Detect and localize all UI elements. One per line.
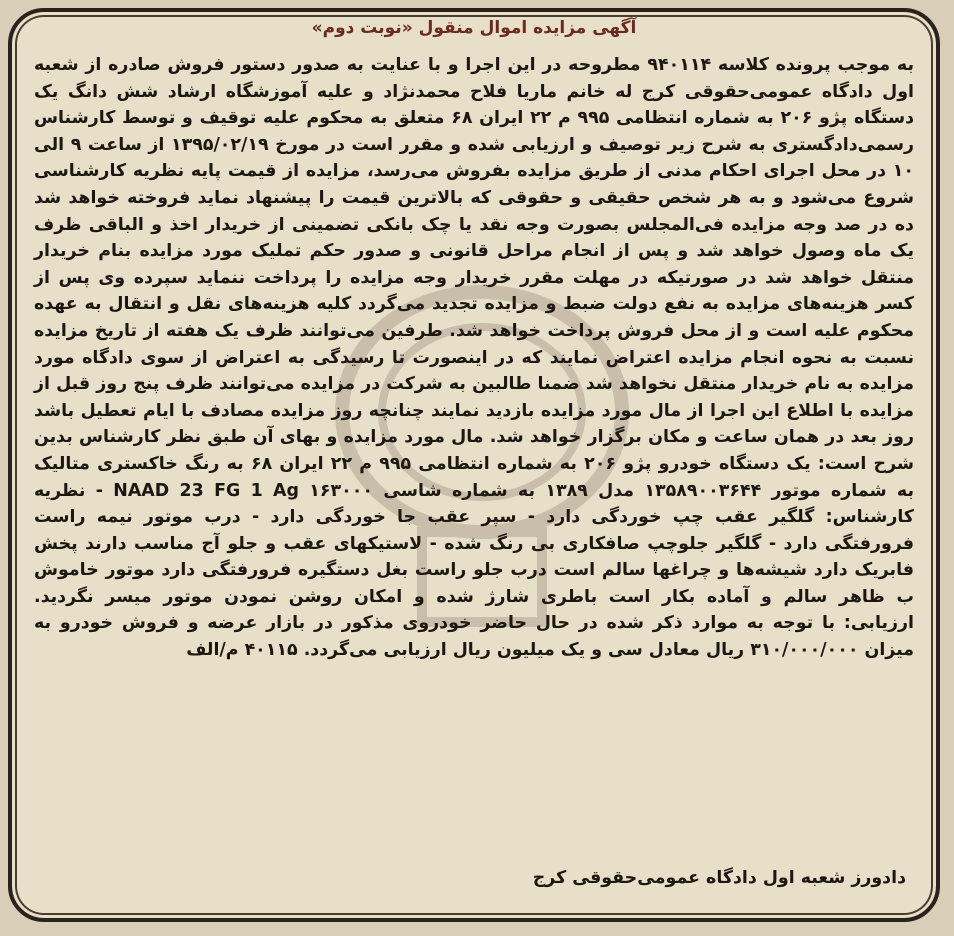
notice-signature: دادورز شعبه اول دادگاه عمومی‌حقوقی کرج (532, 868, 906, 888)
notice-title: آگهی مزایده اموال منقول «نوبت دوم» (311, 18, 637, 38)
notice-appraisal-paragraph: ارزیابی: با توجه به موارد ذکر شده در حال حاضر خودروی مذکور در بازار عرضه و فروش خودرو به میزان ۳۱۰/۰۰۰/۰۰۰ ریال معادل سی و یک میلیون ریال ارزیابی می‌گردد. ۴۰۱۱۵ م/الف (34, 613, 914, 661)
notice-frame (8, 8, 940, 922)
notice-body (34, 52, 914, 664)
notice-main-paragraph: به موجب پرونده کلاسه ۹۴۰۱۱۴ مطروحه در این اجرا و با عنایت به صدور دستور فروش صادره از شعبه اول دادگاه عمومی‌حقوقی کرج له خانم ماریا فلاح محمدنژاد و علیه آموزشگاه ارشاد شش دانگ یک دستگاه پژو ۲۰۶ به شماره انتظامی ۹۹۵ م ۲۲ ایران ۶۸ متعلق به محکوم علیه توقیف و توسط کارشناس رسمی‌دادگستری به شرح زیر توصیف و ارزیابی شده و مقرر است در مورخ ۱۳۹۵/۰۲/۱۹ از ساعت ۹ الی ۱۰ در محل اجرای احکام مدنی از طریق مزایده بفروش می‌رسد، مزایده از قیمت پایه نظریه کارشناسی شروع می‌شود و به هر شخص حقیقی و حقوقی که بالاترین قیمت را پیشنهاد نماید فروخته خواهد شد ده در صد وجه مزایده فی‌المجلس بصورت وجه نقد یا چک بانکی تضمینی از خریدار اخذ و الباقی ظرف یک ماه وصول خواهد شد و پس از انجام مراحل قانونی و صدور حکم تملیک مورد مزایده بنام خریدار منتقل خواهد شد در صورتیکه در مهلت مقرر خریدار وجه مزایده را پرداخت ننماید سپرده وی پس از کسر هزینه‌های مزایده به نفع دولت ضبط و مزایده تجدید می‌گردد کلیه هزینه‌های نقل و انتقال به عهده محکوم علیه است و از محل فروش پرداخت خواهد شد. طرفین می‌توانند ظرف یک هفته از تاریخ مزایده نسبت به نحوه انجام مزایده اعتراض نمایند که در اینصورت تا رسیدگی به اعتراض از سوی دادگاه مورد مزایده به نام خریدار منتقل نخواهد شد ضمنا طالبین به شرکت در مزایده می‌توانند ظرف پنج روز قبل از مزایده با اطلاع این اجرا از مال مورد مزایده بازدید نمایند چنانچه روز مزایده مصادف با ایام تعطیل باشد روز بعد در همان ساعت و مکان برگزار خواهد شد. مال مورد مزایده و بهای آن طبق نظر کارشناس بدین شرح است: یک دستگاه خودرو پژو ۲۰۶ به شماره انتظامی ۹۹۵ م ۲۲ ایران ۶۸ به رنگ خاکستری متالیک به شماره موتور ۱۳۵۸۹۰۰۳۶۴۴ مدل ۱۳۸۹ به شماره شاسی NAAD 23 FG 1 Ag ۱۶۳۰۰۰ - نظریه کارشناس: گلگیر عقب چپ خوردگی دارد - سپر عقب جا خوردگی دارد - درب موتور نیمه راست فرورفتگی دارد - گلگیر جلوچپ صافکاری بی رنگ شده - لاستیکهای عقب و جلو آج مناسب دارند پخش فابریک دارد شیشه‌ها و چراغها سالم است درب جلو راست بغل دستگیره فرورفتگی دارد موتور خاموش ب ظاهر سالم و آماده بکار است باطری شارژ شده و امکان روشن نمودن موتور میسر نگردید. (34, 55, 915, 607)
